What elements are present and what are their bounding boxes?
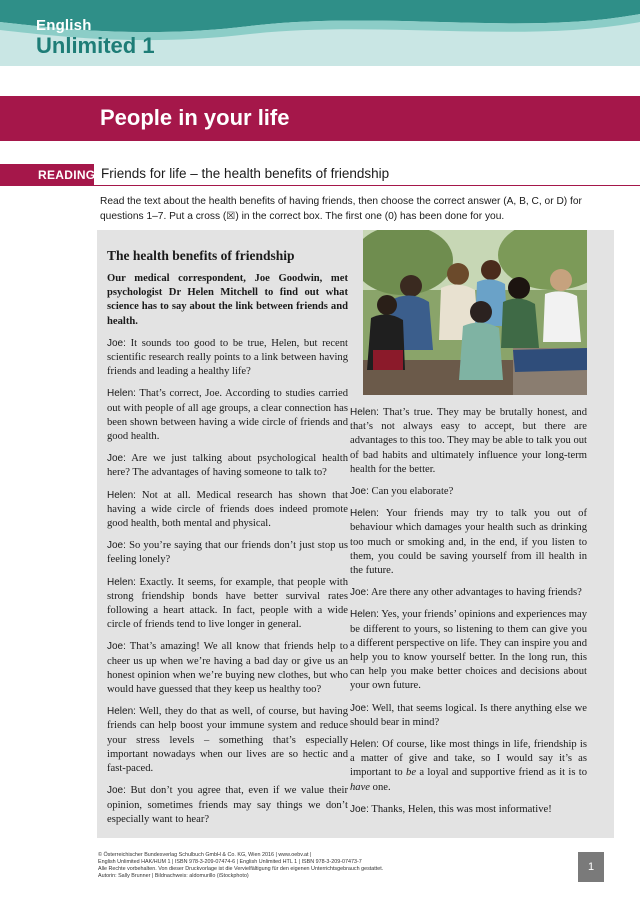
speaker-label: Helen: xyxy=(350,739,379,751)
dialogue-paragraph xyxy=(350,485,587,499)
speaker-label: Joe: xyxy=(350,803,369,815)
left-paragraphs xyxy=(107,337,348,827)
dialogue-paragraph xyxy=(350,702,587,730)
emphasis-word: have xyxy=(350,781,370,793)
dialogue-paragraph xyxy=(350,507,587,578)
emphasis-word: be xyxy=(406,767,417,779)
article-right-column xyxy=(350,406,587,825)
speaker-label: Helen: xyxy=(350,407,379,418)
speaker-label: Joe: xyxy=(107,641,126,653)
brand-logo xyxy=(36,18,155,58)
speaker-label: Helen: xyxy=(107,388,136,400)
dialogue-text: Yes, your friends’ opinions and experiences may be different to yours, so listening to them can give you a different perspective on life. They can inspire you and help you to know yourself better. In the long run, this can help you make better choices and decisions about your own future. xyxy=(350,609,587,692)
dialogue-paragraph xyxy=(350,406,587,477)
brand-line-2: Unlimited 1 xyxy=(36,33,155,58)
dialogue-paragraph xyxy=(350,803,587,817)
dialogue-text: Well, they do that as well, of course, but having friends can help boost your immune system and reduce your stress levels – something that’s especially important nowadays when our lives are so hectic and fast-paced. xyxy=(107,706,348,775)
section-heading xyxy=(0,164,640,186)
speaker-label: Joe: xyxy=(350,587,369,599)
dialogue-paragraph xyxy=(107,705,348,776)
dialogue-text: That’s correct, Joe. According to studies carried out with people of all age groups, a clear connection has been shown between having a wide circle of friends and good health. xyxy=(107,388,348,443)
task-instructions: Read the text about the health benefits of having friends, then choose the correct answer (A, B, C, or D) for questions 1–7. Put a cross (☒) in the correct box. The first one (0) has been done for you. xyxy=(100,196,582,222)
speaker-label: Joe: xyxy=(350,702,369,714)
dialogue-text: That’s amazing! We all know that friends help to cheer us up when we’re having a bad day or give us an honest opinion when we’re buying new clothes, but who would have guessed that they keep us healthy too? xyxy=(107,641,348,696)
dialogue-paragraph: Helen: Of course, like most things in life, friendship is a matter of give and take, so I would say it’s as important to be a loyal and supportive friend as it is to have one. xyxy=(350,739,587,793)
footer-line-1: © Österreichischer Bundesverlag Schulbuch GmbH & Co. KG, Wien 2016 | www.oebv.at | xyxy=(98,852,312,858)
speaker-label: Joe: xyxy=(107,337,126,349)
dialogue-text: Thanks, Helen, this was most informative! xyxy=(368,803,552,815)
article-left-column xyxy=(107,248,348,835)
speaker-label: Helen: xyxy=(107,706,136,718)
right-paragraphs xyxy=(350,406,587,817)
friends-photo xyxy=(363,230,587,395)
dialogue-paragraph xyxy=(107,784,348,827)
section-title: Friends for life – the health benefits of friendship xyxy=(101,166,390,181)
section-tag: READING xyxy=(0,164,94,186)
speaker-label: Helen: xyxy=(350,508,379,520)
speaker-label: Helen: xyxy=(107,576,136,588)
speaker-label: Joe: xyxy=(107,453,126,465)
dialogue-paragraph xyxy=(350,608,587,693)
footer-line-2: English Unlimited HAK/HUM 1 | ISBN 978-3-209-07474-6 | English Unlimited HTL 1 | ISBN 978-3-209-07473-7 xyxy=(98,859,362,865)
article-lead: Our medical correspondent, Joe Goodwin, met psychologist Dr Helen Mitchell to find out what science has to say about the link between friends and health. xyxy=(107,273,348,327)
article-title: The health benefits of friendship xyxy=(107,248,295,263)
brand-line-1: English xyxy=(36,17,92,34)
dialogue-text: Can you elaborate? xyxy=(368,486,454,498)
dialogue-text: Not at all. Medical research has shown that having a wide circle of friends does indeed promote good health, both mental and physical. xyxy=(107,489,348,530)
footer-line-4: Autorin: Sally Brunner | Bildnachweis: aldomurillo (iStockphoto) xyxy=(98,873,249,879)
header-band xyxy=(0,0,640,66)
page-title-bar xyxy=(0,96,640,141)
dialogue-text: That’s true. They may be brutally honest, and that’s not always easy to accept, but there are advantages to this too. They may be able to talk you out of bad habits and ultimately influence your long-term health for the better. xyxy=(350,407,587,475)
speaker-label: Joe: xyxy=(107,785,126,797)
dialogue-text: Well, that seems logical. Is there anything else we should bear in mind? xyxy=(350,702,587,728)
page-title: People in your life xyxy=(100,105,290,130)
dialogue-text: But don’t you agree that, even if we value their opinion, sometimes friends may say things we don’t especially want to hear? xyxy=(107,785,348,825)
dialogue-text: Exactly. It seems, for example, that people with strong friendship bonds have better survival rates following a heart attack. In fact, people with a wide circle of friends tend to live longer in general. xyxy=(107,576,348,631)
reading-panel xyxy=(97,230,614,838)
dialogue-paragraph xyxy=(107,489,348,532)
dialogue-text: Of course, like most things in life, friendship is a matter of give and take, so I would say it’s as important to xyxy=(350,739,587,779)
dialogue-paragraph xyxy=(107,452,348,480)
speaker-label: Helen: xyxy=(350,609,379,621)
dialogue-text: It sounds too good to be true, Helen, but recent scientific research really points to a link between having friends and leading a healthy life? xyxy=(107,337,348,378)
friends-photo-image xyxy=(363,230,587,395)
dialogue-text: Are there any other advantages to having friends? xyxy=(368,587,582,599)
dialogue-paragraph xyxy=(107,576,348,633)
dialogue-text: So you’re saying that our friends don’t just stop us feeling lonely? xyxy=(107,540,348,566)
speaker-label: Helen: xyxy=(107,489,136,501)
dialogue-paragraph xyxy=(107,337,348,380)
footer-line-3: Alle Rechte vorbehalten. Von dieser Druckvorlage ist die Vervielfältigung für den eigenen Unterrichtsgebrauch gestattet. xyxy=(98,866,384,872)
page-number: 1 xyxy=(578,852,604,882)
speaker-label: Joe: xyxy=(350,486,369,498)
dialogue-text: Are we just talking about psychological health here? The advantages of having someone to talk to? xyxy=(107,453,348,479)
speaker-label: Joe: xyxy=(107,540,126,552)
dialogue-paragraph xyxy=(107,640,348,697)
dialogue-paragraph xyxy=(350,586,587,600)
dialogue-text: Your friends may try to talk you out of behaviour which damages your health such as drinking too much or smoking and, in the end, if you listen to them, you could be saving yourself from ill health in the future. xyxy=(350,508,587,577)
dialogue-paragraph xyxy=(107,539,348,567)
dialogue-paragraph xyxy=(107,387,348,444)
footer-credits xyxy=(98,852,538,880)
